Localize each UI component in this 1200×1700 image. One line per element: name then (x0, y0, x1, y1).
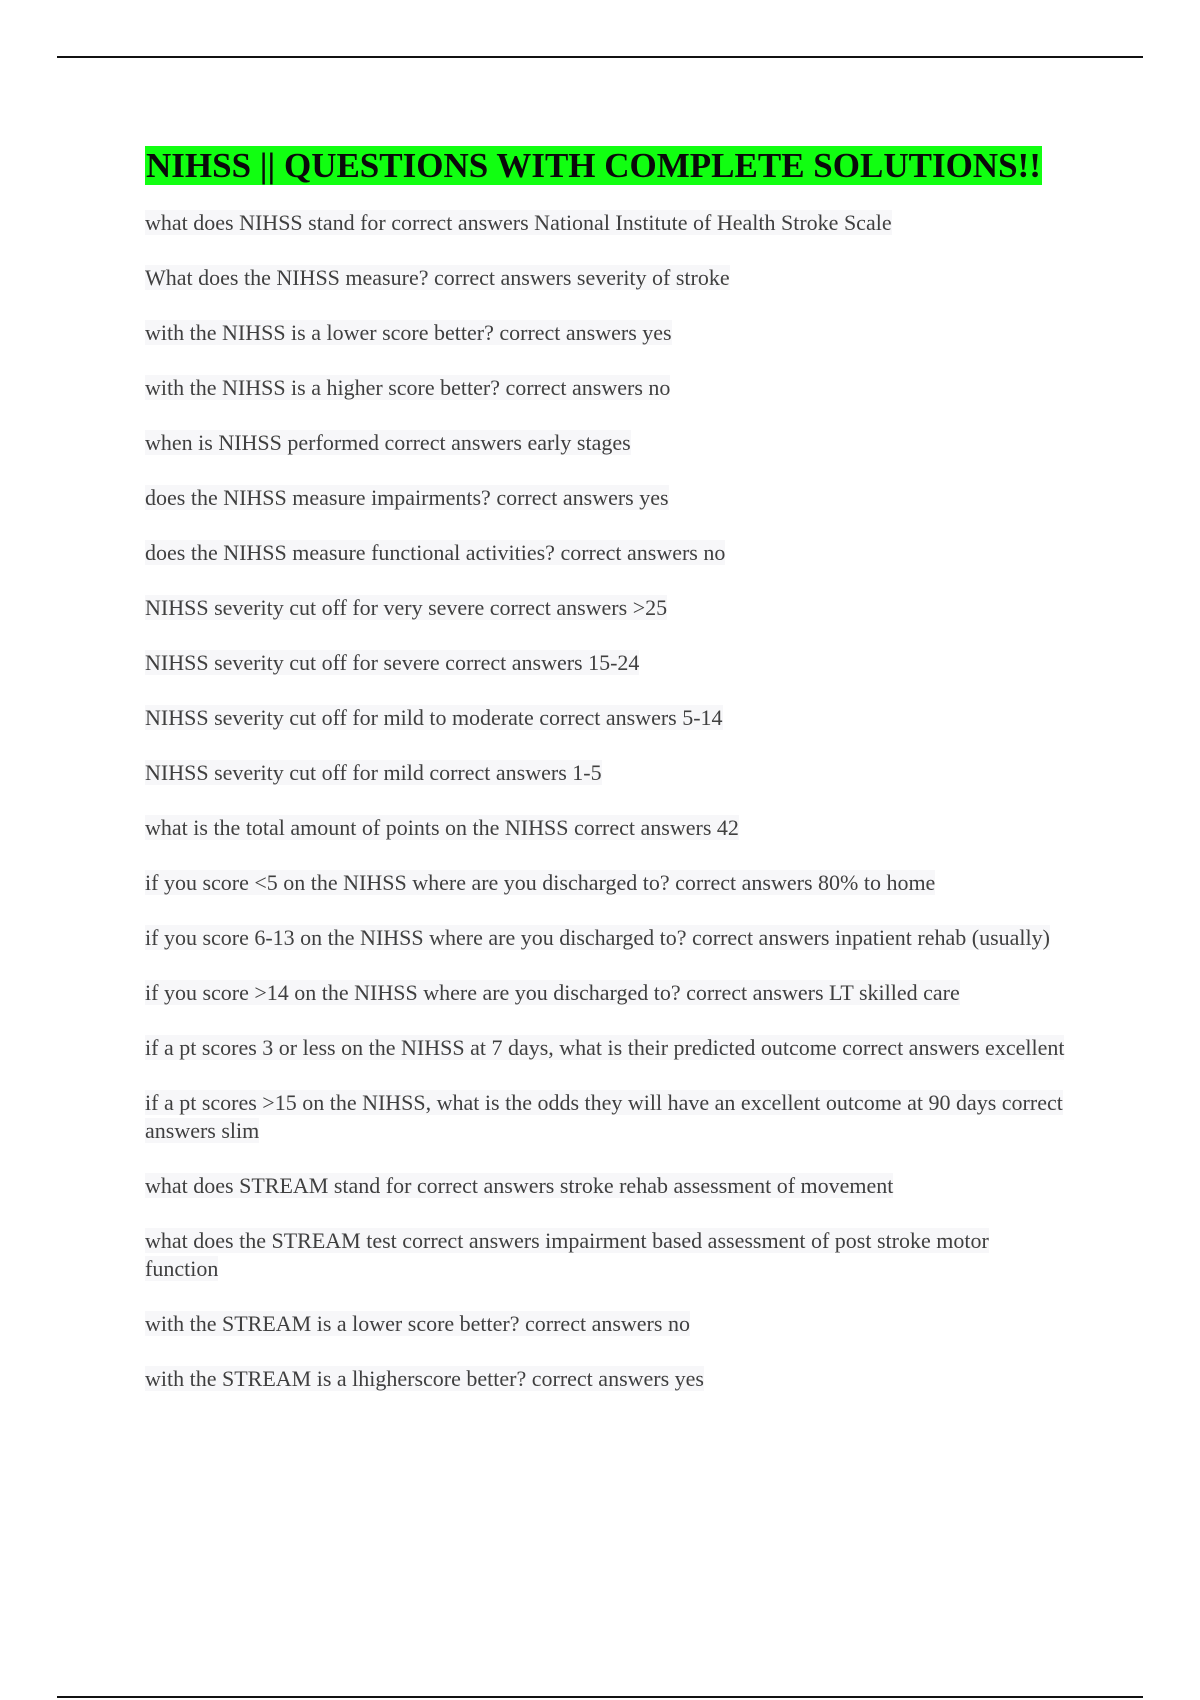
qa-item (145, 429, 1065, 457)
qa-item (145, 1172, 1065, 1200)
qa-item (145, 1227, 1065, 1283)
qa-item-text: with the STREAM is a lhigherscore better? correct answers yes (145, 1366, 704, 1391)
qa-item-text: if a pt scores >15 on the NIHSS, what is the odds they will have an excellent outcome at 90 days correct answers slim (145, 1090, 1063, 1143)
qa-item-text: with the NIHSS is a lower score better? correct answers yes (145, 320, 672, 345)
document-title (145, 145, 1065, 187)
qa-item-text: NIHSS severity cut off for mild to moderate correct answers 5-14 (145, 705, 723, 730)
qa-item (145, 594, 1065, 622)
qa-item-text: NIHSS severity cut off for severe correct answers 15-24 (145, 650, 640, 675)
qa-item (145, 649, 1065, 677)
qa-item-text: what does STREAM stand for correct answers stroke rehab assessment of movement (145, 1173, 894, 1198)
qa-item (145, 1089, 1065, 1145)
qa-list (145, 209, 1065, 1393)
qa-item-text: What does the NIHSS measure? correct answers severity of stroke (145, 265, 730, 290)
qa-item (145, 869, 1065, 897)
qa-item (145, 979, 1065, 1007)
qa-item (145, 1310, 1065, 1338)
qa-item-text: what is the total amount of points on the NIHSS correct answers 42 (145, 815, 739, 840)
qa-item-text: what does the STREAM test correct answers impairment based assessment of post stroke motor function (145, 1228, 989, 1281)
qa-item-text: NIHSS severity cut off for mild correct answers 1-5 (145, 760, 602, 785)
bottom-rule (57, 1696, 1143, 1698)
qa-item (145, 209, 1065, 237)
qa-item (145, 374, 1065, 402)
qa-item (145, 924, 1065, 952)
qa-item (145, 319, 1065, 347)
document-title-text: NIHSS || QUESTIONS WITH COMPLETE SOLUTIONS!! (146, 146, 1041, 185)
document-body (145, 145, 1065, 1420)
qa-item (145, 1034, 1065, 1062)
qa-item-text: NIHSS severity cut off for very severe correct answers >25 (145, 595, 668, 620)
qa-item (145, 484, 1065, 512)
qa-item (145, 1365, 1065, 1393)
qa-item-text: if you score >14 on the NIHSS where are you discharged to? correct answers LT skilled care (145, 980, 960, 1005)
qa-item-text: does the NIHSS measure impairments? correct answers yes (145, 485, 669, 510)
qa-item-text: what does NIHSS stand for correct answers National Institute of Health Stroke Scale (145, 210, 892, 235)
qa-item (145, 539, 1065, 567)
top-rule (57, 56, 1143, 58)
qa-item-text: if a pt scores 3 or less on the NIHSS at 7 days, what is their predicted outcome correct answers excellent (145, 1035, 1065, 1060)
qa-item-text: if you score 6-13 on the NIHSS where are you discharged to? correct answers inpatient rehab (usually) (145, 925, 1050, 950)
qa-item-text: if you score <5 on the NIHSS where are you discharged to? correct answers 80% to home (145, 870, 936, 895)
qa-item-text: with the NIHSS is a higher score better? correct answers no (145, 375, 671, 400)
qa-item-text: does the NIHSS measure functional activities? correct answers no (145, 540, 726, 565)
qa-item (145, 704, 1065, 732)
qa-item-text: with the STREAM is a lower score better? correct answers no (145, 1311, 690, 1336)
qa-item (145, 264, 1065, 292)
qa-item (145, 814, 1065, 842)
qa-item (145, 759, 1065, 787)
qa-item-text: when is NIHSS performed correct answers early stages (145, 430, 631, 455)
